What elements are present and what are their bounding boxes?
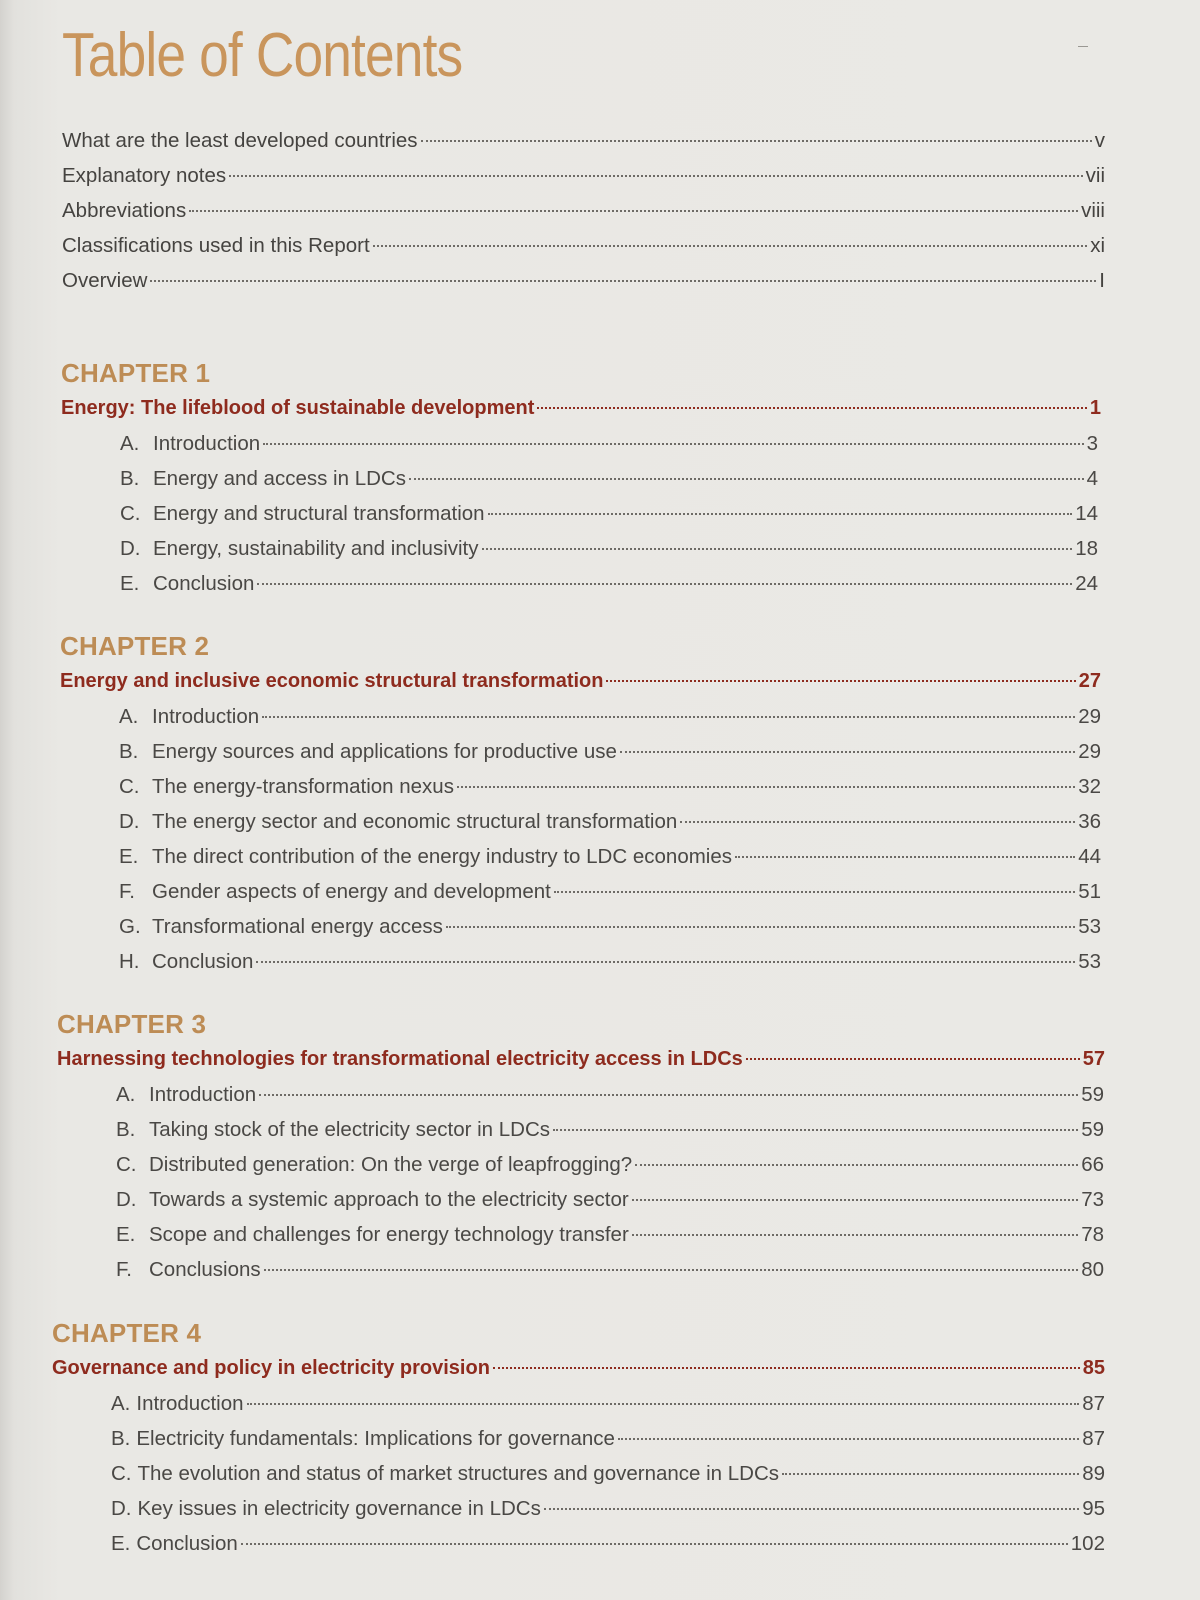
toc-entry-text: Abbreviations xyxy=(62,199,187,222)
section-page: 4 xyxy=(1086,467,1098,490)
dot-leader xyxy=(457,786,1075,788)
dot-leader xyxy=(782,1473,1079,1475)
chapter-title-text: Energy: The lifeblood of sustainable development xyxy=(61,397,535,419)
section-letter: F. xyxy=(119,880,135,903)
dot-leader xyxy=(373,245,1088,247)
section-letter: E. xyxy=(111,1532,131,1555)
dot-leader xyxy=(537,407,1086,409)
chapter-page: 57 xyxy=(1082,1048,1105,1070)
section-text: Introduction xyxy=(149,1083,257,1106)
section-text: Energy and structural transformation xyxy=(153,502,485,525)
toc-entry-text: What are the least developed countries xyxy=(62,129,418,152)
chapter-page: 27 xyxy=(1078,670,1101,692)
section-letter: H. xyxy=(119,950,140,973)
section-text: Scope and challenges for energy technology transfer xyxy=(149,1223,629,1246)
toc-entry-page: I xyxy=(1099,269,1105,292)
section-text: Introduction xyxy=(153,432,261,455)
toc-section-entry[interactable] xyxy=(57,1147,1104,1182)
section-page: 14 xyxy=(1075,502,1098,525)
section-text: Towards a systemic approach to the electricity sector xyxy=(149,1188,629,1211)
toc-entry-page: xi xyxy=(1090,234,1105,257)
toc-section-entry[interactable] xyxy=(60,874,1101,909)
section-page: 80 xyxy=(1081,1258,1104,1281)
section-letter: B. xyxy=(111,1427,131,1450)
section-letter: B. xyxy=(116,1118,136,1141)
section-page: 95 xyxy=(1082,1497,1105,1520)
chapter-page: 1 xyxy=(1089,397,1101,419)
toc-section-entry[interactable] xyxy=(60,769,1101,804)
chapter-title-entry[interactable] xyxy=(61,391,1101,426)
section-letter: E. xyxy=(116,1223,136,1246)
toc-section-entry[interactable] xyxy=(60,839,1101,874)
section-text: Introduction xyxy=(136,1392,244,1415)
toc-section-entry[interactable] xyxy=(52,1456,1105,1491)
toc-section-entry[interactable] xyxy=(60,699,1101,734)
toc-section-entry[interactable] xyxy=(57,1112,1104,1147)
section-letter: F. xyxy=(116,1258,132,1281)
toc-entry-page: viii xyxy=(1081,199,1105,222)
section-page: 66 xyxy=(1081,1153,1104,1176)
toc-entry-front-1[interactable] xyxy=(62,123,1104,158)
toc-section-entry[interactable] xyxy=(52,1491,1105,1526)
toc-section-entry[interactable] xyxy=(60,804,1101,839)
dot-leader xyxy=(409,478,1084,480)
section-page: 36 xyxy=(1078,810,1101,833)
section-page: 29 xyxy=(1078,705,1101,728)
dot-leader xyxy=(262,716,1075,718)
section-page: 59 xyxy=(1081,1118,1104,1141)
section-letter: E. xyxy=(120,572,140,595)
section-page: 18 xyxy=(1075,537,1098,560)
toc-entry-page: v xyxy=(1094,129,1105,152)
section-letter: C. xyxy=(119,775,140,798)
toc-section-entry[interactable] xyxy=(60,944,1101,979)
toc-section-entry[interactable] xyxy=(57,1182,1104,1217)
chapter-title-text: Governance and policy in electricity provision xyxy=(52,1357,490,1379)
dot-leader xyxy=(189,210,1078,212)
toc-entry-page: vii xyxy=(1085,164,1105,187)
section-page: 87 xyxy=(1082,1392,1105,1415)
front-matter xyxy=(0,123,1104,298)
section-page: 24 xyxy=(1075,572,1098,595)
toc-section-entry[interactable] xyxy=(52,1421,1105,1456)
toc-section-entry[interactable] xyxy=(57,1252,1104,1287)
section-page: 59 xyxy=(1081,1083,1104,1106)
section-page: 32 xyxy=(1078,775,1101,798)
section-letter: B. xyxy=(120,467,140,490)
section-text: Energy, sustainability and inclusivity xyxy=(153,537,479,560)
dot-leader xyxy=(259,1094,1078,1096)
toc-entry-front-2[interactable] xyxy=(62,158,1104,193)
section-letter: B. xyxy=(119,740,139,763)
section-letter: C. xyxy=(111,1462,132,1485)
chapter-4 xyxy=(0,1315,1200,1561)
chapter-title-text: Energy and inclusive economic structural transformation xyxy=(60,670,604,692)
toc-entry-text: Overview xyxy=(62,269,148,292)
section-text: The energy-transformation nexus xyxy=(152,775,454,798)
toc-section-entry[interactable] xyxy=(60,909,1101,944)
toc-section-entry[interactable] xyxy=(61,426,1098,461)
dot-leader xyxy=(263,443,1083,445)
dot-leader xyxy=(256,961,1075,963)
toc-section-entry[interactable] xyxy=(61,496,1098,531)
toc-section-entry[interactable] xyxy=(60,734,1101,769)
section-page: 3 xyxy=(1086,432,1098,455)
section-page: 53 xyxy=(1078,915,1101,938)
dot-leader xyxy=(553,1129,1078,1131)
dot-leader xyxy=(421,140,1092,142)
section-text: Electricity fundamentals: Implications for governance xyxy=(136,1427,615,1450)
chapter-2 xyxy=(0,628,1200,979)
section-text: The energy sector and economic structural transformation xyxy=(152,810,678,833)
section-letter: D. xyxy=(116,1188,137,1211)
chapter-title-entry[interactable] xyxy=(60,664,1101,699)
section-text: Conclusion xyxy=(153,572,255,595)
toc-section-entry[interactable] xyxy=(57,1077,1104,1112)
dot-leader xyxy=(488,513,1073,515)
chapter-label: CHAPTER 2 xyxy=(60,631,210,661)
dot-leader xyxy=(606,680,1075,682)
section-text: The direct contribution of the energy industry to LDC economies xyxy=(152,845,732,868)
dot-leader xyxy=(620,751,1075,753)
chapter-label: CHAPTER 1 xyxy=(61,358,211,388)
section-letter: C. xyxy=(116,1153,137,1176)
toc-section-entry[interactable] xyxy=(61,461,1098,496)
dot-leader xyxy=(735,856,1075,858)
page-mark xyxy=(1078,46,1088,47)
toc-entry-front-4[interactable] xyxy=(62,228,1104,263)
toc-entry-front-3[interactable] xyxy=(62,193,1104,228)
chapter-3 xyxy=(0,1006,1200,1287)
dot-leader xyxy=(544,1508,1079,1510)
section-text: Energy sources and applications for productive use xyxy=(152,740,617,763)
section-letter: A. xyxy=(111,1392,131,1415)
chapter-label: CHAPTER 3 xyxy=(57,1009,207,1039)
section-text: The evolution and status of market structures and governance in LDCs xyxy=(137,1462,780,1485)
section-page: 29 xyxy=(1078,740,1101,763)
section-page: 44 xyxy=(1078,845,1101,868)
dot-leader xyxy=(635,1164,1078,1166)
section-text: Gender aspects of energy and development xyxy=(152,880,551,903)
section-text: Conclusion xyxy=(136,1532,238,1555)
toc-body xyxy=(0,123,1200,1561)
section-letter: D. xyxy=(120,537,141,560)
section-page: 51 xyxy=(1078,880,1101,903)
section-page: 78 xyxy=(1081,1223,1104,1246)
section-text: Conclusion xyxy=(152,950,254,973)
section-text: Key issues in electricity governance in LDCs xyxy=(137,1497,541,1520)
dot-leader xyxy=(150,280,1096,282)
dot-leader xyxy=(229,175,1083,177)
dot-leader xyxy=(554,891,1075,893)
section-text: Introduction xyxy=(152,705,260,728)
section-letter: E. xyxy=(119,845,139,868)
dot-leader xyxy=(241,1543,1068,1545)
toc-section-entry[interactable] xyxy=(61,531,1098,566)
chapter-1 xyxy=(0,355,1200,601)
chapter-title-entry[interactable] xyxy=(57,1042,1105,1077)
section-letter: D. xyxy=(111,1497,132,1520)
dot-leader xyxy=(680,821,1075,823)
section-letter: A. xyxy=(119,705,139,728)
chapter-page: 85 xyxy=(1082,1357,1105,1379)
toc-section-entry[interactable] xyxy=(61,566,1098,601)
section-letter: D. xyxy=(119,810,140,833)
section-letter: A. xyxy=(120,432,140,455)
section-text: Energy and access in LDCs xyxy=(153,467,406,490)
dot-leader xyxy=(482,548,1073,550)
section-letter: A. xyxy=(116,1083,136,1106)
section-text: Distributed generation: On the verge of leapfrogging? xyxy=(149,1153,633,1176)
dot-leader xyxy=(257,583,1072,585)
section-page: 102 xyxy=(1070,1532,1105,1555)
dot-leader xyxy=(264,1269,1079,1271)
toc-section-entry[interactable] xyxy=(57,1217,1104,1252)
section-page: 89 xyxy=(1082,1462,1105,1485)
dot-leader xyxy=(493,1367,1080,1369)
dot-leader xyxy=(618,1438,1079,1440)
chapter-title-text: Harnessing technologies for transformational electricity access in LDCs xyxy=(57,1048,743,1070)
toc-entry-front-5[interactable] xyxy=(62,263,1104,298)
toc-entry-text: Classifications used in this Report xyxy=(62,234,370,257)
section-text: Taking stock of the electricity sector in LDCs xyxy=(149,1118,551,1141)
toc-entry-text: Explanatory notes xyxy=(62,164,227,187)
section-letter: C. xyxy=(120,502,141,525)
section-text: Conclusions xyxy=(149,1258,261,1281)
section-letter: G. xyxy=(119,915,141,938)
section-page: 73 xyxy=(1081,1188,1104,1211)
chapter-label: CHAPTER 4 xyxy=(52,1318,202,1348)
section-text: Transformational energy access xyxy=(152,915,443,938)
toc-section-entry[interactable] xyxy=(52,1386,1105,1421)
section-page: 53 xyxy=(1078,950,1101,973)
dot-leader xyxy=(632,1234,1078,1236)
dot-leader xyxy=(632,1199,1079,1201)
section-page: 87 xyxy=(1082,1427,1105,1450)
toc-section-entry[interactable] xyxy=(52,1526,1105,1561)
page-title: Table of Contents xyxy=(62,21,463,90)
chapter-title-entry[interactable] xyxy=(52,1351,1105,1386)
dot-leader xyxy=(446,926,1075,928)
dot-leader xyxy=(247,1403,1080,1405)
dot-leader xyxy=(746,1058,1080,1060)
